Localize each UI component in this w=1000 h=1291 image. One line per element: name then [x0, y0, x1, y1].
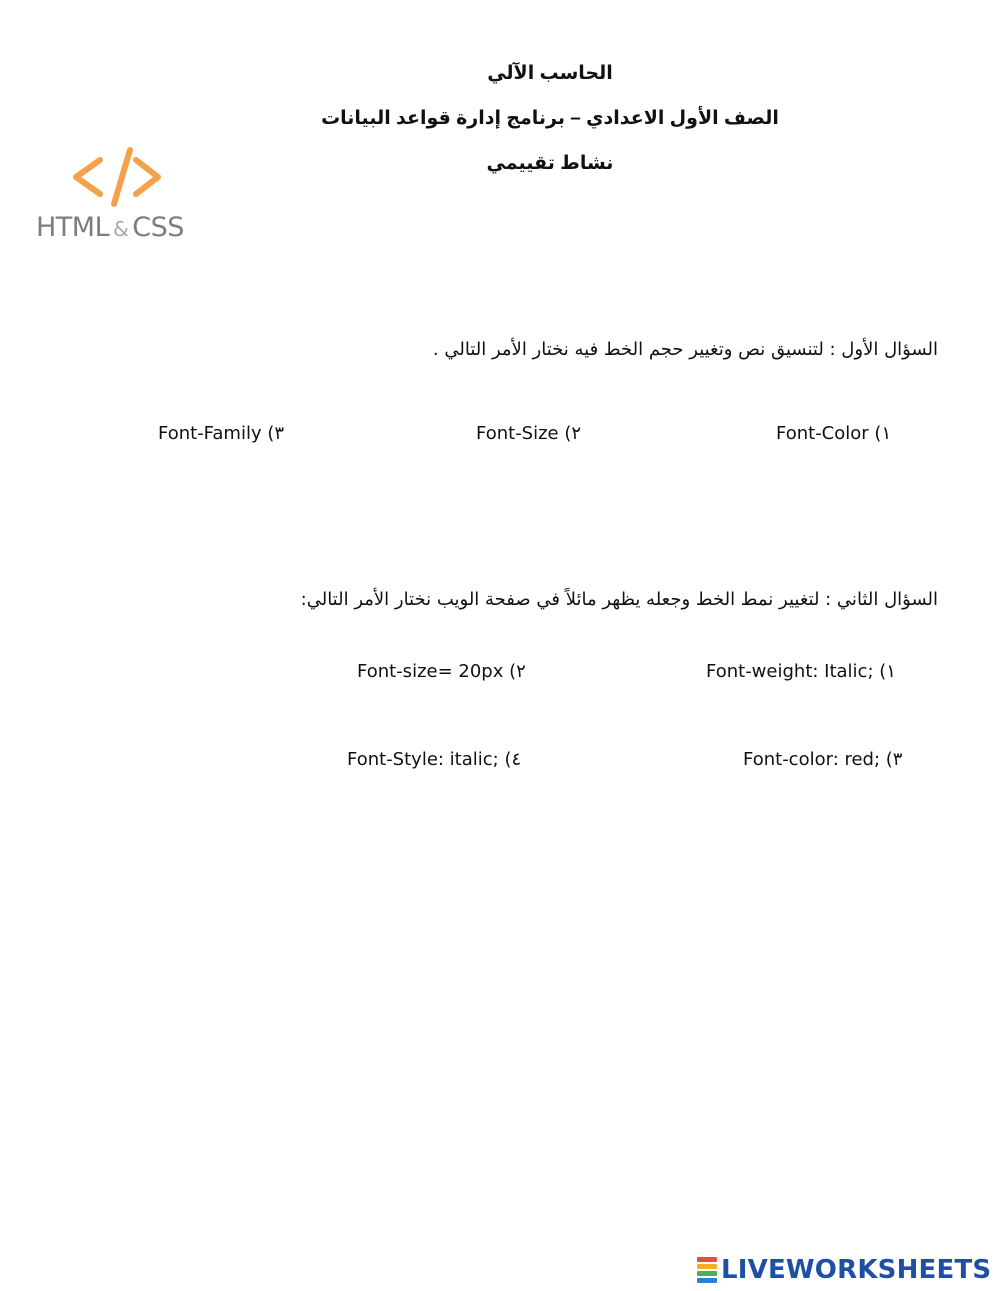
logo-html-text: HTML	[36, 212, 110, 243]
logo-css-text: CSS	[132, 212, 184, 243]
question-2-option-2[interactable]: Font-size= 20px (٢	[357, 661, 526, 682]
header-subject: الحاسب الآلي	[487, 63, 613, 84]
question-1-text: السؤال الأول : لتنسيق نص وتغيير حجم الخط فيه نختار الأمر التالي .	[432, 339, 938, 360]
question-1-option-3[interactable]: Font-Family (٣	[158, 423, 285, 444]
html-css-logo	[30, 140, 210, 250]
question-2-option-4[interactable]: Font-Style: italic; (٤	[347, 749, 522, 770]
logo-amp-text: &	[113, 217, 129, 241]
liveworksheets-wordmark: LIVEWORKSHEETS	[721, 1255, 992, 1285]
question-1-option-2[interactable]: Font-Size (٢	[476, 423, 582, 444]
liveworksheets-mark-icon	[697, 1257, 717, 1283]
code-brackets-icon	[30, 140, 210, 210]
question-1-option-1[interactable]: Font-Color (١	[776, 423, 892, 444]
question-2-option-3[interactable]: Font-color: red; (٣	[743, 749, 903, 770]
liveworksheets-logo	[697, 1253, 991, 1287]
header-activity-title: نشاط تقييمي	[486, 153, 614, 174]
question-2-option-1[interactable]: Font-weight: Italic; (١	[706, 661, 896, 682]
header-grade-program: الصف الأول الاعدادي – برنامج إدارة قواعد البيانات	[321, 108, 779, 129]
question-2-text: السؤال الثاني : لتغيير نمط الخط وجعله يظهر مائلاً في صفحة الويب نختار الأمر التالي:	[300, 589, 938, 610]
logo-wordmark	[36, 212, 184, 243]
